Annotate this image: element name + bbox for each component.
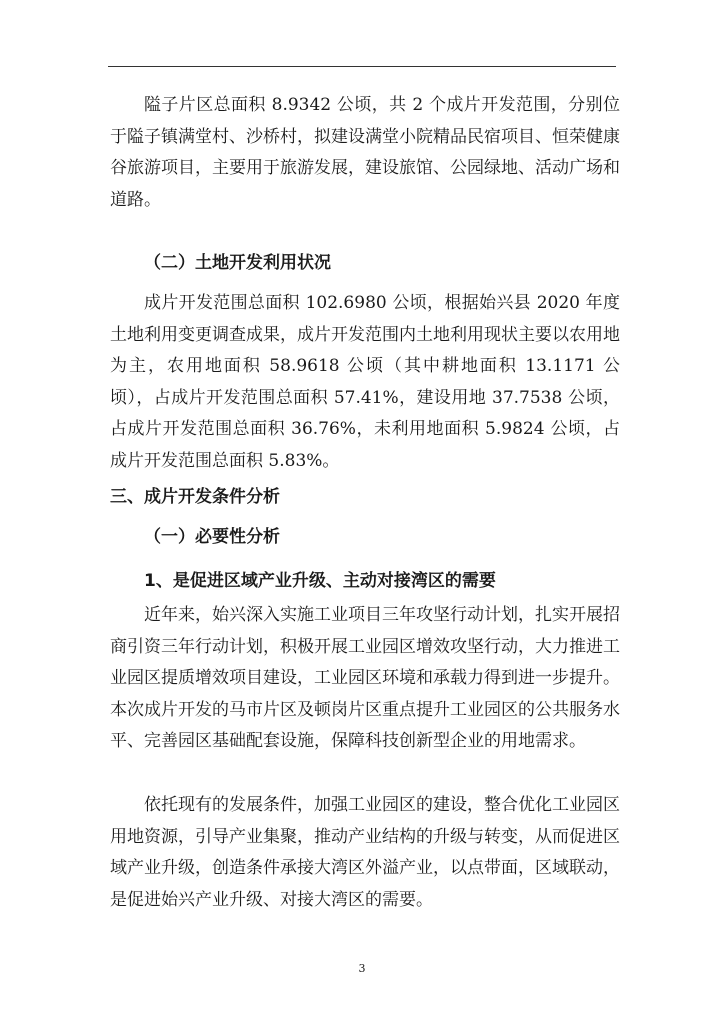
heading-item-1: 1、是促进区域产业升级、主动对接湾区的需要 xyxy=(144,571,496,591)
header-rule xyxy=(108,66,616,67)
paragraph-land-use: 成片开发范围总面积 102.6980 公顷，根据始兴县 2020 年度土地利用变更调查成果，成片开发范围内土地利用现状主要以农用地为主，农用地面积 58.9618 公顷（其中耕地面积 13.1171 公顷），占成片开发范围总面积 57.41%，建设用地 37.7538 公顷，占成片开发范围总面积 36.76%，未利用地面积 5.9824 公顷，占成片开发范围总面积 5.83%。 xyxy=(110,293,620,471)
page-number: 3 xyxy=(358,962,366,975)
paragraph-conditions: 依托现有的发展条件，加强工业园区的建设，整合优化工业园区用地资源，引导产业集聚，推动产业结构的升级与转变，从而促进区域产业升级，创造条件承接大湾区外溢产业，以点带面，区域联动，是促进始兴产业升级、对接大湾区的需要。 xyxy=(110,795,620,910)
heading-section-3: 三、成片开发条件分析 xyxy=(110,487,280,507)
paragraph-aizi-area: 隘子片区总面积 8.9342 公顷，共 2 个成片开发范围，分别位于隘子镇满堂村、沙桥村，拟建设满堂小院精品民宿项目、恒荣健康谷旅游项目，主要用于旅游发展，建设旅馆、公园绿地、活动广场和道路。 xyxy=(110,95,620,210)
paragraph-industrial: 近年来，始兴深入实施工业项目三年攻坚行动计划，扎实开展招商引资三年行动计划，积极开展工业园区增效攻坚行动，大力推进工业园区提质增效项目建设，工业园区环境和承载力得到进一步提升。本次成片开发的马市片区及顿岗片区重点提升工业园区的公共服务水平、完善园区基础配套设施，保障科技创新型企业的用地需求。 xyxy=(110,605,620,751)
heading-land-use: （二）土地开发利用状况 xyxy=(144,253,331,273)
heading-necessity: （一）必要性分析 xyxy=(144,527,280,547)
